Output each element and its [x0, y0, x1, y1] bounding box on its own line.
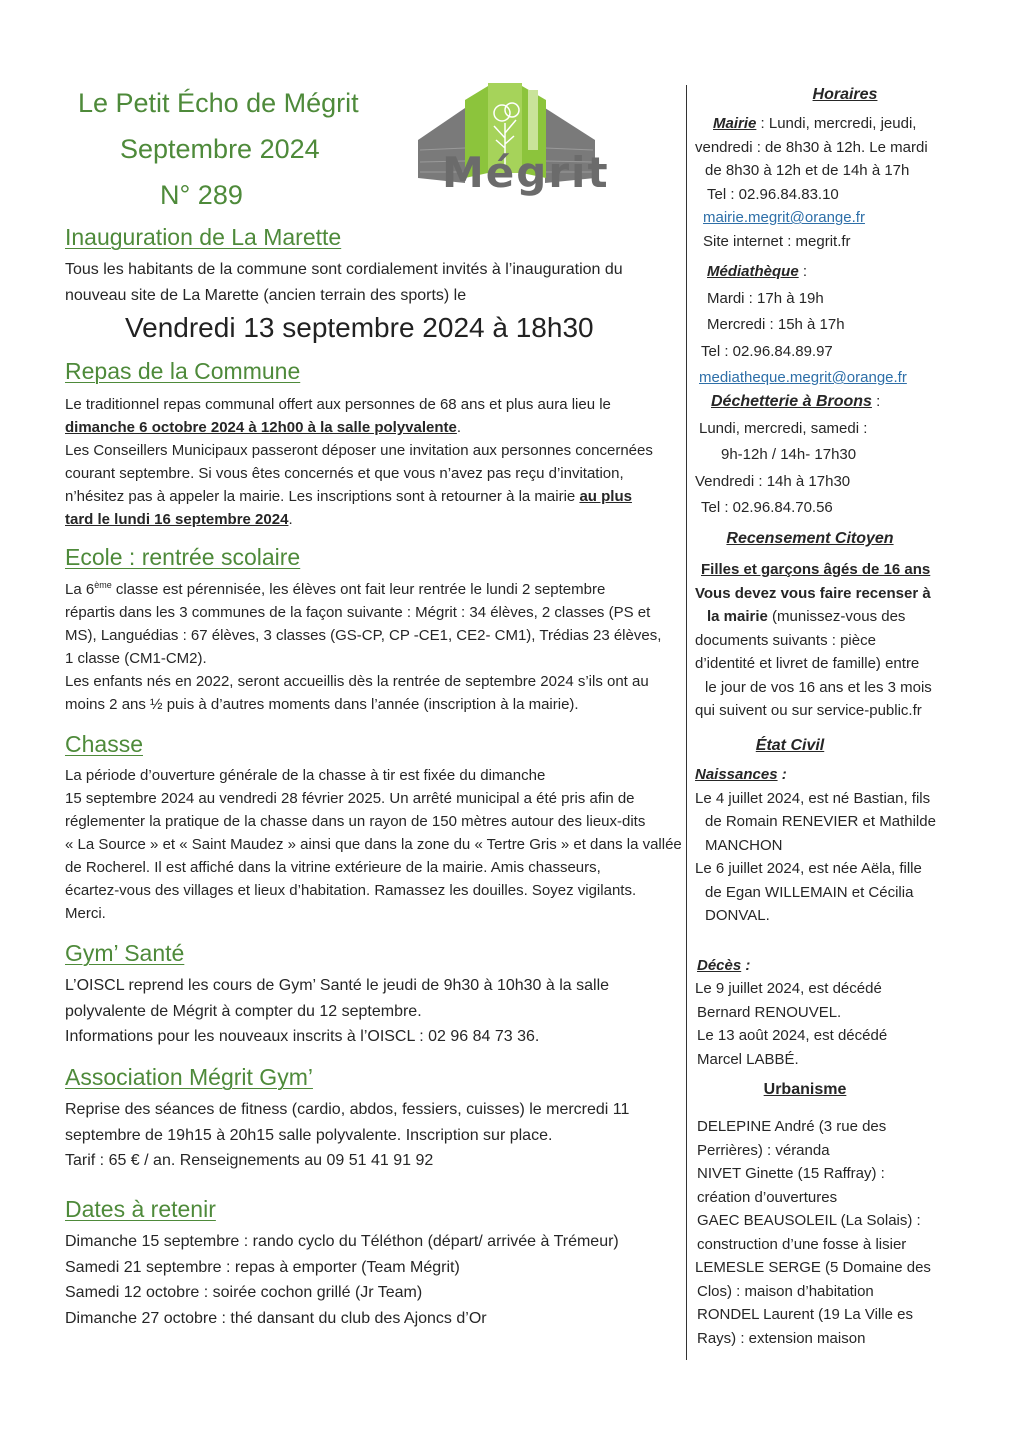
chasse-line: réglementer la pratique de la chasse dans un rayon de 150 mètres autour des lieux-dits	[65, 813, 646, 830]
inauguration-line: Tous les habitants de la commune sont cordialement invités à l’inauguration du	[65, 261, 623, 278]
repas-line: Les Conseillers Municipaux passeront déposer une invitation aux personnes concernées	[65, 442, 653, 459]
mairie-hours-line: vendredi : de 8h30 à 12h. Le mardi	[695, 138, 928, 156]
dechetterie-title: Déchetterie à Broons	[711, 393, 872, 410]
mairie-email-row	[695, 206, 995, 230]
dechetterie-hours: Vendredi : 14h à 17h30	[695, 472, 851, 490]
ecole-line	[65, 578, 690, 601]
recensement-line: d’identité et livret de famille) entre	[695, 655, 920, 672]
dechetterie-block	[695, 390, 995, 520]
mediatheque-title: Médiathèque	[707, 263, 799, 280]
deces-heading	[695, 954, 995, 978]
chasse-line: Merci.	[65, 905, 106, 922]
repas-deadline: tard le lundi 16 septembre 2024	[65, 511, 289, 528]
newsletter-title: Le Petit Écho de Mégrit	[78, 88, 359, 118]
recensement-line	[695, 605, 995, 629]
repas-title: Repas de la Commune	[65, 358, 301, 384]
naissance-line: Le 4 juillet 2024, est né Bastian, fils	[695, 789, 931, 807]
urbanisme-line: construction d’une fosse à lisier	[697, 1235, 907, 1253]
urbanisme-title: Urbanisme	[763, 1081, 847, 1098]
repas-text	[65, 393, 690, 531]
superscript: ème	[94, 580, 112, 590]
inauguration-line: nouveau site de La Marette (ancien terrain des sports) le	[65, 286, 467, 304]
recensement-text: (munissez-vous des	[767, 608, 906, 625]
recensement-line: qui suivent ou sur service-public.fr	[695, 702, 922, 719]
date-item: Dimanche 27 octobre : thé dansant du club des Ajoncs d’Or	[65, 1309, 487, 1327]
dechetterie-hours: Lundi, mercredi, samedi :	[699, 419, 868, 437]
recensement-title: Recensement Citoyen	[726, 530, 894, 547]
chasse-line: écartez-vous des villages et lieux d’habitation. Ramassez les douilles. Soyez vigilants.	[65, 882, 637, 899]
chasse-line: « La Source » et « Saint Maudez » ainsi que dans la zone du « Tertre Gris » et dans la vallée	[65, 836, 682, 853]
deces-line: Le 9 juillet 2024, est décédé	[695, 980, 882, 997]
inauguration-event-date: Vendredi 13 septembre 2024 à 18h30	[125, 312, 594, 343]
mediatheque-hours: Mercredi : 15h à 17h	[707, 316, 845, 333]
urbanisme-line: DELEPINE André (3 rue des	[697, 1118, 887, 1135]
etat-civil-block	[695, 763, 995, 1071]
gym-sante-line: L’OISCL reprend les cours de Gym’ Santé le jeudi de 9h30 à 10h30 à la salle	[65, 977, 610, 994]
megrit-logo	[410, 78, 610, 203]
recensement-bold: la mairie	[707, 608, 768, 625]
urbanisme-line: Perrières) : véranda	[697, 1141, 830, 1159]
ecole-line: Les enfants nés en 2022, seront accueillis dès la rentrée de septembre 2024 s’ils ont au	[65, 673, 649, 690]
punct: .	[288, 511, 293, 528]
asso-gym-title: Association Mégrit Gym’	[65, 1064, 313, 1090]
newsletter-date: Septembre 2024	[120, 134, 320, 164]
punct: :	[741, 956, 751, 974]
repas-deadline: au plus	[579, 488, 632, 505]
naissances-heading	[695, 763, 995, 787]
urbanisme-line: RONDEL Laurent (19 La Ville es	[697, 1306, 913, 1323]
punct: .	[456, 419, 462, 436]
etat-civil-title: État Civil	[755, 737, 825, 754]
chasse-line: de Rocherel. Il est affiché dans la vitrine extérieure de la mairie. Amis chasseurs,	[65, 859, 601, 876]
gym-sante-text	[65, 973, 690, 1050]
recensement-line: Vous devez vous faire recenser à	[695, 584, 931, 602]
chasse-line: La période d’ouverture générale de la chasse à tir est fixée du dimanche	[65, 767, 546, 784]
dates-list	[65, 1229, 690, 1331]
gym-sante-title: Gym’ Santé	[65, 940, 185, 966]
repas-date: dimanche 6 octobre 2024 à 12h00 à la salle polyvalente	[65, 419, 457, 436]
punct: :	[871, 393, 881, 410]
repas-line	[65, 485, 690, 508]
punct: :	[798, 263, 808, 280]
deces-line: Bernard RENOUVEL.	[697, 1003, 842, 1021]
urbanisme-line: Clos) : maison d’habitation	[697, 1282, 874, 1300]
mairie-email-link[interactable]: mairie.megrit@orange.fr	[703, 209, 865, 226]
naissance-line: DONVAL.	[705, 907, 770, 924]
asso-gym-line: Reprise des séances de fitness (cardio, abdos, fessiers, cuisses) le mercredi 11	[65, 1101, 630, 1118]
chasse-text	[65, 764, 690, 925]
inauguration-text	[65, 257, 690, 308]
mairie-hours-line: de 8h30 à 12h et de 14h à 17h	[705, 162, 910, 179]
chasse-line: 15 septembre 2024 au vendredi 28 février 2025. Un arrêté municipal a été pris afin de	[65, 790, 635, 807]
logo-text: Mégrit	[442, 148, 610, 197]
naissance-line: Le 6 juillet 2024, est née Aëla, fille	[695, 860, 922, 877]
ecole-text-part: La 6	[65, 581, 95, 598]
repas-line: courant septembre. Si vous êtes concernés et que vous n’avez pas reçu d’invitation,	[65, 465, 624, 482]
gym-sante-line: polyvalente de Mégrit à compter du 12 septembre.	[65, 1002, 422, 1020]
mairie-label: Mairie	[713, 115, 757, 132]
dechetterie-heading	[695, 390, 995, 414]
dechetterie-hours: 9h-12h / 14h- 17h30	[721, 446, 857, 463]
date-item: Samedi 12 octobre : soirée cochon grillé (Jr Team)	[65, 1284, 423, 1301]
mairie-website: Site internet : megrit.fr	[703, 232, 851, 250]
dates-title: Dates à retenir	[65, 1196, 216, 1222]
date-item: Dimanche 15 septembre : rando cyclo du Téléthon (départ/ arrivée à Trémeur)	[65, 1233, 619, 1250]
naissance-line: MANCHON	[705, 836, 783, 854]
urbanisme-line: NIVET Ginette (15 Raffray) :	[697, 1165, 885, 1182]
urbanisme-line: LEMESLE SERGE (5 Domaine des	[695, 1259, 931, 1276]
horaires-block	[695, 112, 995, 253]
urbanisme-line: Rays) : extension maison	[697, 1329, 866, 1347]
ecole-title: Ecole : rentrée scolaire	[65, 544, 301, 570]
mediatheque-heading	[695, 260, 995, 284]
naissance-line: de Romain RENEVIER et Mathilde	[705, 813, 936, 830]
ecole-text-part: classe est pérennisée, les élèves ont fait leur rentrée le lundi 2 septembre	[111, 581, 606, 598]
date-item: Samedi 21 septembre : repas à emporter (Team Mégrit)	[65, 1258, 460, 1276]
mairie-hours-text: : Lundi, mercredi, jeudi,	[756, 115, 917, 132]
urbanisme-line: GAEC BEAUSOLEIL (La Solais) :	[697, 1212, 921, 1229]
mediatheque-phone: Tel : 02.96.84.89.97	[701, 342, 833, 360]
ecole-line: répartis dans les 3 communes de la façon suivante : Mégrit : 34 élèves, 2 classes (PS et	[65, 604, 651, 621]
deces-line: Le 13 août 2024, est décédé	[697, 1027, 888, 1044]
asso-gym-line: septembre de 19h15 à 20h15 salle polyvalente. Inscription sur place.	[65, 1126, 553, 1144]
recensement-line: documents suivants : pièce	[695, 631, 876, 649]
repas-line: Le traditionnel repas communal offert aux personnes de 68 ans et plus aura lieu le	[65, 396, 611, 413]
recensement-subtitle: Filles et garçons âgés de 16 ans	[701, 561, 931, 578]
mediatheque-hours: Mardi : 17h à 19h	[707, 289, 824, 307]
asso-gym-line: Tarif : 65 € / an. Renseignements au 09 51 41 91 92	[65, 1152, 434, 1169]
urbanisme-line: création d’ouvertures	[697, 1188, 838, 1206]
recensement-block	[695, 558, 995, 723]
urbanisme-block	[695, 1115, 995, 1350]
recensement-line: le jour de vos 16 ans et les 3 mois	[705, 678, 932, 696]
mairie-hours-line	[695, 112, 995, 136]
horaires-title: Horaires	[812, 86, 878, 103]
asso-gym-text	[65, 1097, 690, 1174]
mediatheque-block	[695, 260, 995, 390]
mairie-phone: Tel : 02.96.84.83.10	[707, 185, 839, 203]
deces-line: Marcel LABBÉ.	[697, 1050, 799, 1068]
issue-number: N° 289	[160, 180, 243, 210]
repas-line	[65, 416, 690, 439]
punct: :	[777, 766, 787, 783]
dechetterie-phone: Tel : 02.96.84.70.56	[701, 499, 833, 516]
ecole-line: MS), Languédias : 67 élèves, 3 classes (GS-CP, CP -CE1, CE2- CM1), Trédias 23 élèves,	[65, 627, 662, 644]
column-divider	[686, 85, 687, 1360]
mediatheque-email-link[interactable]: mediatheque.megrit@orange.fr	[699, 369, 907, 386]
mediatheque-email-row	[695, 366, 995, 390]
gym-sante-line: Informations pour les nouveaux inscrits à l’OISCL : 02 96 84 73 36.	[65, 1028, 540, 1045]
naissance-line: de Egan WILLEMAIN et Cécilia	[705, 883, 914, 901]
deces-label: Décès	[697, 956, 742, 974]
chasse-title: Chasse	[65, 731, 143, 757]
ecole-line: moins 2 ans ½ puis à d’autres moments dans l’année (inscription à la mairie).	[65, 696, 579, 713]
repas-line	[65, 508, 690, 531]
ecole-text	[65, 578, 690, 716]
ecole-line: 1 classe (CM1-CM2).	[65, 650, 207, 667]
repas-text-part: n’hésitez pas à appeler la mairie. Les inscriptions sont à retourner à la mairie	[65, 488, 580, 505]
naissances-label: Naissances	[695, 766, 778, 783]
inauguration-title: Inauguration de La Marette	[65, 224, 342, 250]
